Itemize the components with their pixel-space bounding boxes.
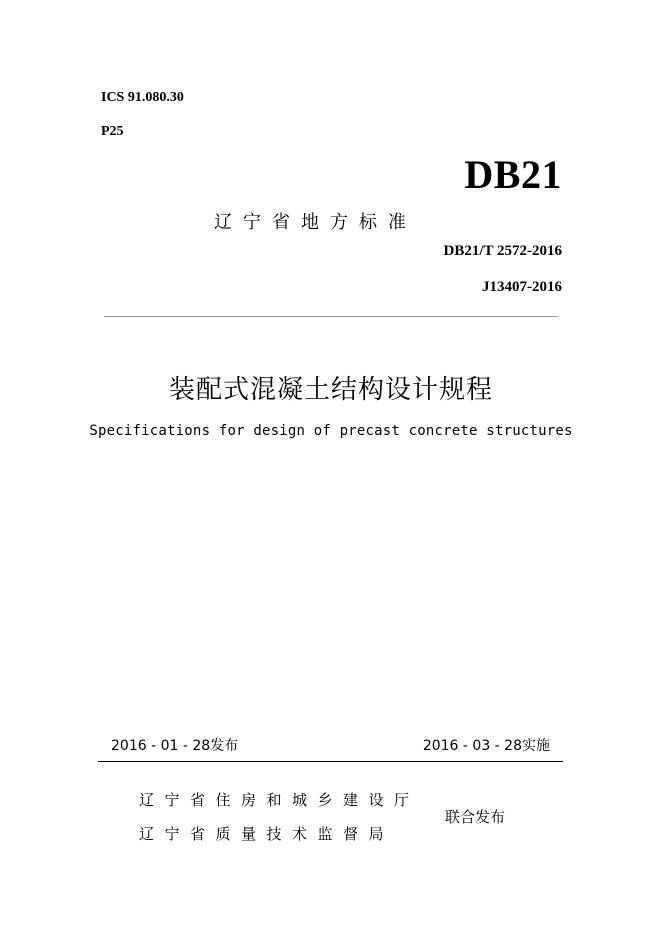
issue-date: 2016 - 01 - 28发布 <box>111 738 239 754</box>
ics-number: ICS 91.080.30 <box>101 90 184 105</box>
standard-number: DB21/T 2572-2016 <box>443 243 562 259</box>
issuer-housing-department: 辽宁省住房和城乡建设厅 <box>139 791 420 809</box>
bottom-divider <box>98 761 563 762</box>
joint-issue-label: 联合发布 <box>445 808 506 826</box>
implementation-date: 2016 - 03 - 28实施 <box>422 738 550 754</box>
filing-number: J13407-2016 <box>482 279 562 295</box>
document-title-chinese: 装配式混凝土结构设计规程 <box>168 375 493 405</box>
document-title-english: Specifications for design of precast concrete structures <box>89 423 573 439</box>
top-divider <box>104 316 558 317</box>
issuer-quality-bureau: 辽宁省质量技术监督局 <box>139 825 395 843</box>
standard-code: DB21 <box>464 152 562 197</box>
ccs-code: P25 <box>101 124 124 139</box>
provincial-standard-label: 辽宁省地方标准 <box>214 212 417 233</box>
